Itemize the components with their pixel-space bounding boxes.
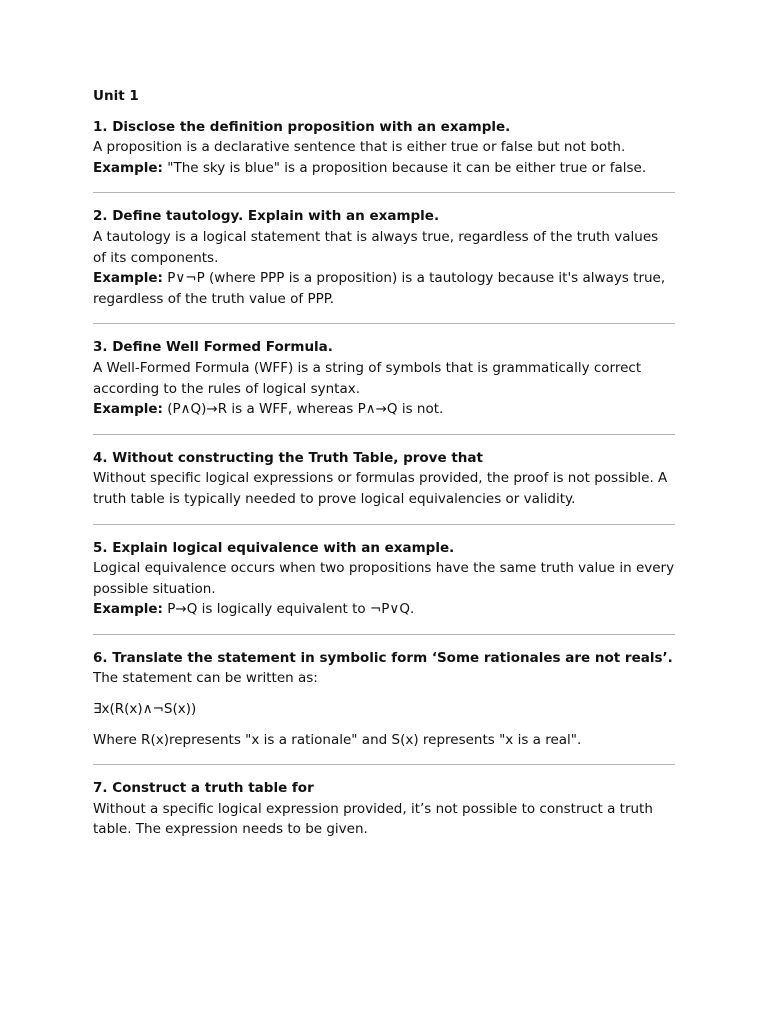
divider [93,323,675,324]
example-text: (P∧Q)→R is a WFF, whereas P∧→Q is not. [162,401,444,418]
spacer [93,689,675,699]
divider [93,764,675,765]
answer-2: A tautology is a logical statement that is always true, regardless of the truth values of its components. [93,228,659,266]
section-3 [93,337,675,419]
question-2: 2. Define tautology. Explain with an example. [93,208,440,225]
document-page [93,86,675,840]
example-text: P∨¬P (where PPP is a proposition) is a tautology because it's always true, regardless of the truth value of PPP. [93,270,666,307]
example-label: Example: [93,159,163,176]
example-1 [93,158,675,179]
section-4 [93,448,675,510]
example-text: P→Q is logically equivalent to ¬P∨Q. [162,601,415,618]
spacer [93,720,675,730]
answer-7: Without a specific logical expression provided, it’s not possible to construct a truth table. The expression needs to be given. [93,800,653,838]
formula-6: ∃x(R(x)∧¬S(x)) [93,701,197,718]
answer-5: Logical equivalence occurs when two propositions have the same truth value in every possible situation. [93,560,675,597]
example-3 [93,399,675,420]
question-3: 3. Define Well Formed Formula. [93,339,333,356]
answer-3: A Well-Formed Formula (WFF) is a string of symbols that is grammatically correct according to the rules of logical syntax. [93,359,642,397]
question-7: 7. Construct a truth table for [93,780,314,797]
answer-4: Without specific logical expressions or formulas provided, the proof is not possible. A truth table is typically needed to prove logical equivalencies or validity. [93,470,668,507]
unit-title: Unit 1 [93,88,139,104]
section-7 [93,778,675,840]
example-label: Example: [93,601,163,618]
example-2 [93,268,675,309]
note-6: Where R(x)represents "x is a rationale" and S(x) represents "x is a real". [93,731,582,748]
divider [93,524,675,525]
question-5: 5. Explain logical equivalence with an example. [93,539,455,556]
divider [93,434,675,435]
answer-6: The statement can be written as: [93,670,318,687]
question-6: 6. Translate the statement in symbolic form ‘Some rationales are not reals’. [93,649,673,666]
example-text: "The sky is blue" is a proposition because it can be either true or false. [162,159,647,176]
section-5 [93,538,675,620]
divider [93,192,675,193]
question-1: 1. Disclose the definition proposition with an example. [93,118,511,135]
answer-1: A proposition is a declarative sentence that is either true or false but not both. [93,139,626,156]
example-label: Example: [93,270,163,287]
section-6 [93,648,675,750]
divider [93,634,675,635]
section-1 [93,117,675,179]
example-5 [93,599,675,620]
question-4: 4. Without constructing the Truth Table, prove that [93,449,483,466]
example-label: Example: [93,401,163,418]
section-2 [93,206,675,309]
